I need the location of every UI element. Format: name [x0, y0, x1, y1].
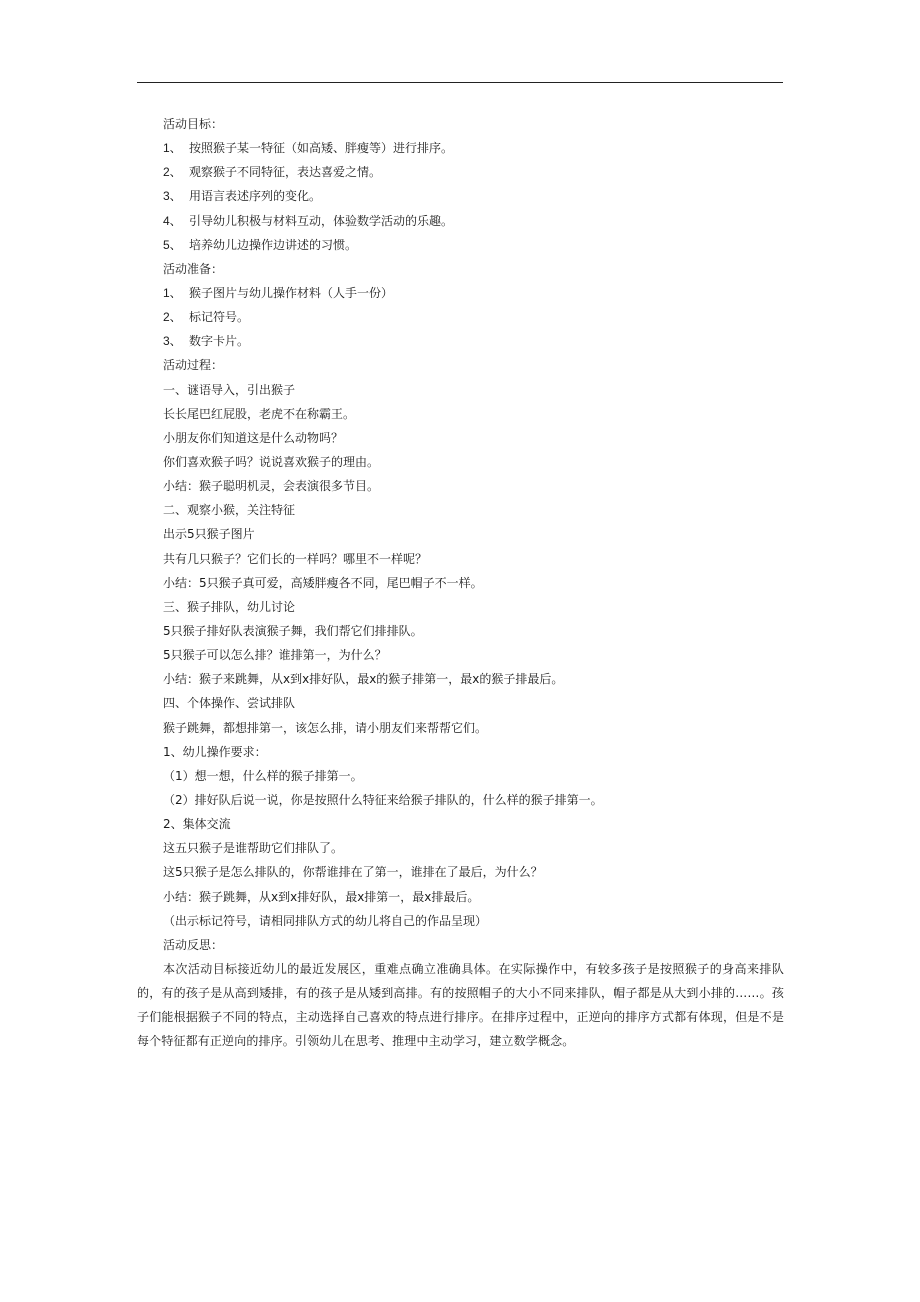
line-text: 5只猴子排好队表演猴子舞，我们帮它们排排队。 — [163, 623, 423, 638]
section-heading — [137, 353, 784, 377]
line-text: 按照猴子某一特征（如高矮、胖瘦等）进行排序。 — [189, 141, 454, 156]
line-text: （1）想一想，什么样的猴子排第一。 — [163, 768, 363, 783]
text-line — [137, 619, 784, 643]
item-number: 5、 — [163, 237, 182, 252]
line-text: （2）排好队后说一说，你是按照什么特征来给猴子排队的，什么样的猴子排第一。 — [163, 792, 603, 807]
text-line — [137, 885, 784, 909]
text-line — [137, 764, 784, 788]
line-text: 培养幼儿边操作边讲述的习惯。 — [189, 237, 358, 252]
line-text: 猴子图片与幼儿操作材料（人手一份） — [189, 285, 394, 300]
text-line — [137, 691, 784, 715]
numbered-item — [137, 160, 784, 184]
item-number: 2、 — [163, 310, 182, 325]
item-number: 3、 — [163, 189, 182, 204]
line-text: 四、个体操作、尝试排队 — [163, 696, 296, 711]
text-line — [137, 812, 784, 836]
line-text: （出示标记符号，请相同排队方式的幼儿将自己的作品呈现） — [163, 913, 488, 928]
line-text: 活动反思： — [163, 937, 224, 952]
text-line — [137, 667, 784, 691]
section-heading — [137, 257, 784, 281]
text-line — [137, 474, 784, 498]
header-rule — [137, 82, 783, 83]
numbered-item — [137, 281, 784, 305]
line-text: 小结：5只猴子真可爱，高矮胖瘦各不同，尾巴帽子不一样。 — [163, 575, 483, 590]
line-text: 观察猴子不同特征，表达喜爱之情。 — [189, 165, 382, 180]
text-line — [137, 643, 784, 667]
item-number: 3、 — [163, 334, 182, 349]
line-text: 一、谜语导入，引出猴子 — [163, 382, 296, 397]
text-line — [137, 740, 784, 764]
line-text: 这五只猴子是谁帮助它们排队了。 — [163, 841, 344, 856]
line-text: 三、猴子排队，幼儿讨论 — [163, 599, 296, 614]
line-text: 引导幼儿积极与材料互动，体验数学活动的乐趣。 — [189, 213, 454, 228]
document-body — [137, 112, 784, 1054]
item-number: 2、 — [163, 165, 182, 180]
item-number: 1、 — [163, 141, 182, 156]
text-line — [137, 498, 784, 522]
line-text: 共有几只猴子？它们长的一样吗？哪里不一样呢？ — [163, 551, 428, 566]
text-line — [137, 547, 784, 571]
item-number: 1、 — [163, 285, 182, 300]
line-text: 小结：猴子跳舞，从x到x排好队，最x排第一，最x排最后。 — [163, 889, 480, 904]
text-line — [137, 909, 784, 933]
line-text: 活动过程： — [163, 358, 224, 373]
item-number: 4、 — [163, 213, 182, 228]
text-line — [137, 836, 784, 860]
line-text: 这5只猴子是怎么排队的，你帮谁排在了第一，谁排在了最后，为什么？ — [163, 865, 543, 880]
numbered-item — [137, 136, 784, 160]
section-heading — [137, 112, 784, 136]
text-line — [137, 595, 784, 619]
line-text: 小朋友你们知道这是什么动物吗？ — [163, 430, 344, 445]
text-lines — [137, 112, 784, 957]
text-line — [137, 450, 784, 474]
line-text: 小结：猴子来跳舞，从x到x排好队，最x的猴子排第一，最x的猴子排最后。 — [163, 672, 564, 687]
text-line — [137, 402, 784, 426]
section-heading — [137, 933, 784, 957]
numbered-item — [137, 329, 784, 353]
text-line — [137, 426, 784, 450]
line-text: 用语言表述序列的变化。 — [189, 189, 322, 204]
line-text: 5只猴子可以怎么排？谁排第一，为什么？ — [163, 648, 387, 663]
line-text: 数字卡片。 — [189, 334, 250, 349]
line-text: 二、观察小猴，关注特征 — [163, 503, 296, 518]
line-text: 活动准备： — [163, 261, 224, 276]
line-text: 长长尾巴红屁股，老虎不在称霸王。 — [163, 406, 356, 421]
line-text: 2、集体交流 — [163, 817, 231, 832]
line-text: 小结：猴子聪明机灵，会表演很多节目。 — [163, 479, 380, 494]
line-text: 猴子跳舞，都想排第一，该怎么排，请小朋友们来帮帮它们。 — [163, 720, 488, 735]
text-line — [137, 716, 784, 740]
text-line — [137, 788, 784, 812]
line-text: 你们喜欢猴子吗？说说喜欢猴子的理由。 — [163, 454, 380, 469]
numbered-item — [137, 233, 784, 257]
line-text: 标记符号。 — [189, 310, 250, 325]
text-line — [137, 522, 784, 546]
line-text: 1、幼儿操作要求： — [163, 744, 267, 759]
line-text: 活动目标： — [163, 117, 224, 131]
line-text: 出示5只猴子图片 — [163, 527, 255, 542]
text-line — [137, 571, 784, 595]
text-line — [137, 378, 784, 402]
text-line — [137, 860, 784, 884]
numbered-item — [137, 209, 784, 233]
numbered-item — [137, 184, 784, 208]
numbered-item — [137, 305, 784, 329]
reflection-paragraph: 本次活动目标接近幼儿的最近发展区，重难点确立准确具体。在实际操作中，有较多孩子是按照猴子的身高来排队的，有的孩子是从高到矮排，有的孩子是从矮到高排。有的按照帽子的大小不同来排队，帽子都是从大到小排的……。孩子们能根据猴子不同的特点，主动选择自己喜欢的特点进行排序。在排序过程中，正逆向的排序方式都有体现，但是不是每个特征都有正逆向的排序。引领幼儿在思考、推理中主动学习，建立数学概念。 — [137, 961, 784, 1049]
